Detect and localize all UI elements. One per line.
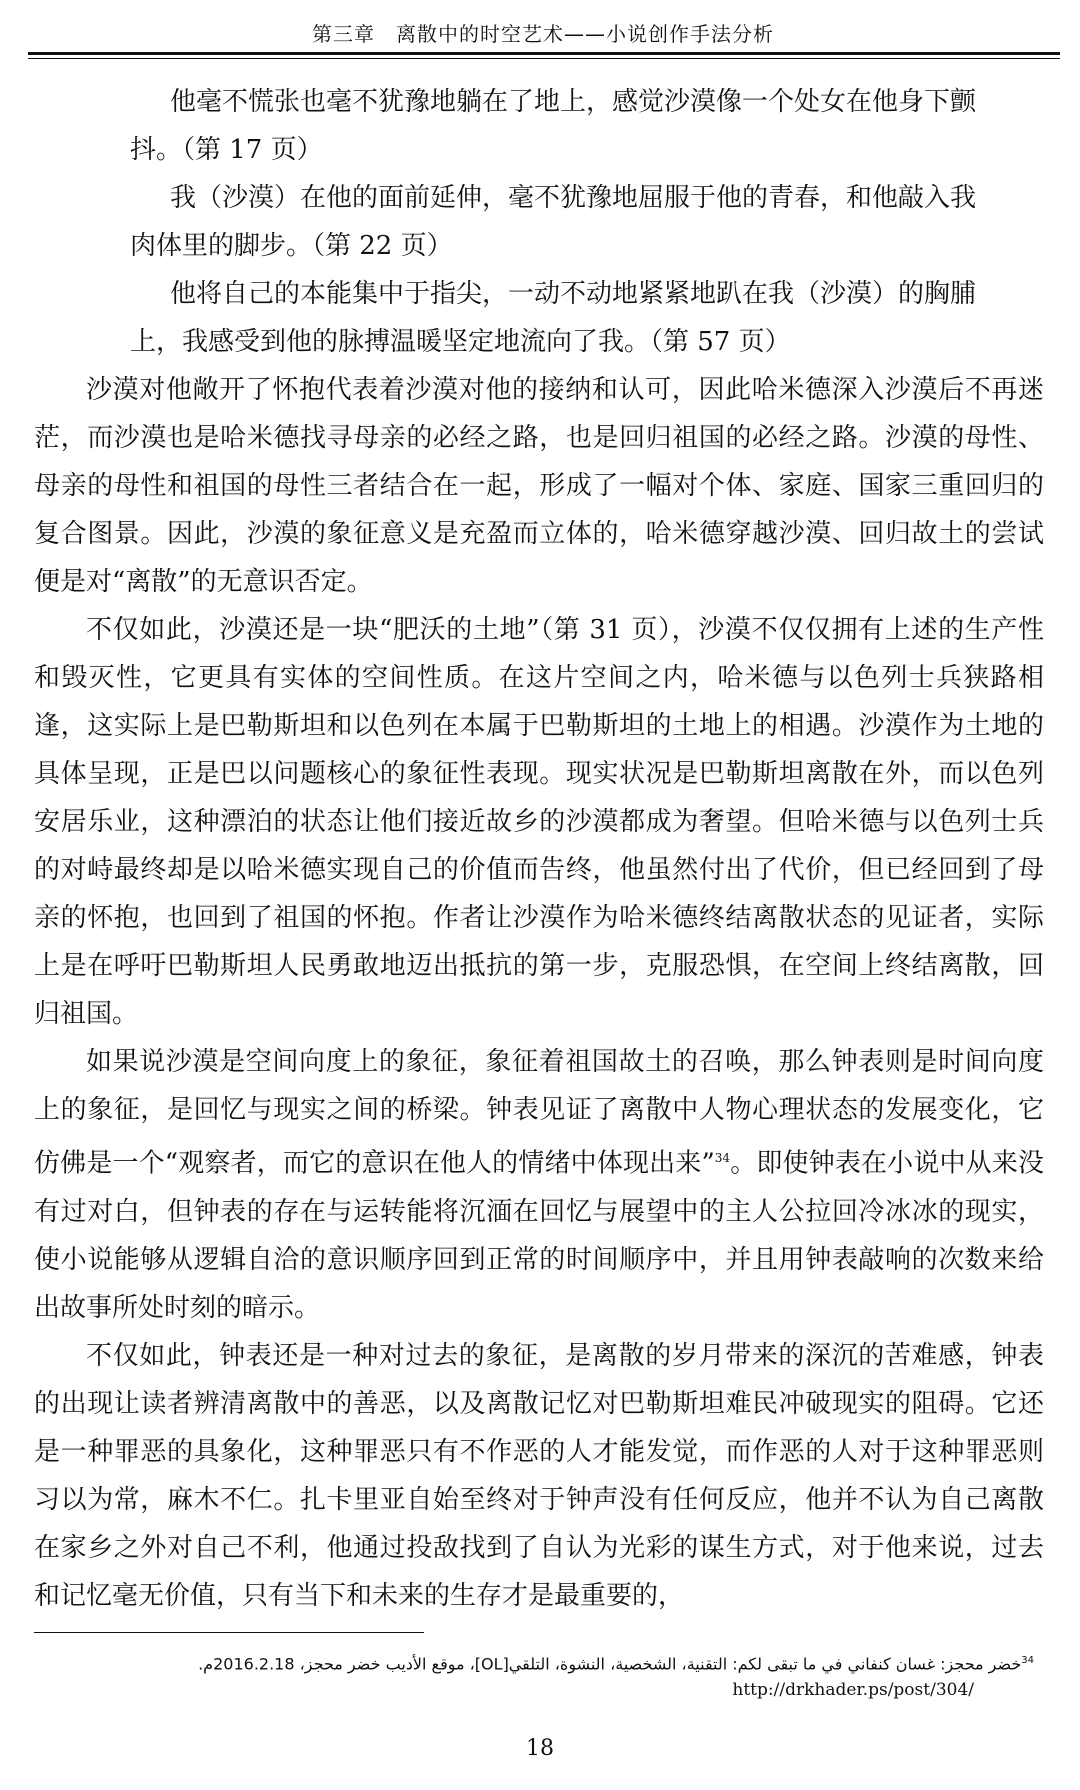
footnote-number: 34: [1021, 1655, 1034, 1666]
paragraph: 不仅如此，钟表还是一种对过去的象征，是离散的岁月带来的深沉的苦难感，钟表的出现让读者辨清离散中的善恶，以及离散记忆对巴勒斯坦难民冲破现实的阻碍。它还是一种罪恶的具象化，这种罪恶只有不作恶的人才能发觉，而作恶的人对于这种罪恶则习以为常，麻木不仁。扎卡里亚自始至终对于钟声没有任何反应，他并不认为自己离散在家乡之外对自己不利，他通过投敌找到了自认为光彩的谋生方式，对于他来说，过去和记忆毫无价值，只有当下和未来的生存才是最重要的，: [34, 1340, 1044, 1611]
block-quotes: [130, 78, 990, 366]
header-rule: [28, 52, 1060, 55]
header-rule-thin: [28, 58, 1060, 59]
footnote: [34, 1648, 1034, 1703]
footnote-rule: [34, 1632, 424, 1633]
block-quote: 他毫不慌张也毫不犹豫地躺在了地上，感觉沙漠像一个处女在他身下颤抖。（第 17 页）: [130, 87, 977, 165]
running-header: 第三章 离散中的时空艺术——小说创作手法分析: [312, 22, 774, 46]
paragraph-text: 如果说沙漠是空间向度上的象征，象征着祖国故土的召唤，那么钟表则是时间向度上的象征，是回忆与现实之间的桥梁。钟表见证了离散中人物心理状态的发展变化，它仿佛是一个“观察者，而它的意识在他人的情绪中体现出来”: [34, 1047, 1044, 1179]
footnote-ref[interactable]: 34: [714, 1151, 731, 1165]
paragraph: [34, 1038, 1044, 1332]
paragraph-text: 。即使钟表在小说中从来没有过对白，但钟表的存在与运转能将沉湎在回忆与展望中的主人公拉回冷冰冰的现实，使小说能够从逻辑自洽的意识顺序回到正常的时间顺序中，并且用钟表敲响的次数来给出故事所处时刻的暗示。: [34, 1148, 1044, 1323]
paragraph: 沙漠对他敞开了怀抱代表着沙漠对他的接纳和认可，因此哈米德深入沙漠后不再迷茫，而沙漠也是哈米德找寻母亲的必经之路，也是回归祖国的必经之路。沙漠的母性、母亲的母性和祖国的母性三者结合在一起，形成了一幅对个体、家庭、国家三重回归的复合图景。因此，沙漠的象征意义是充盈而立体的，哈米德穿越沙漠、回归故土的尝试便是对“离散”的无意识否定。: [34, 375, 1044, 597]
body-text: [34, 366, 1044, 1620]
page-number: 18: [526, 1736, 554, 1761]
footnote-arabic-text: خضر محجز: غسان كنفاني في ما تبقى لكم: التقنية، الشخصية، النشوة، التلقي[OL]، موقع الأديب خضر محجز، 2016.2.18م.: [198, 1654, 1022, 1674]
paragraph: 不仅如此，沙漠还是一块“肥沃的土地”（第 31 页），沙漠不仅仅拥有上述的生产性和毁灭性，它更具有实体的空间性质。在这片空间之内，哈米德与以色列士兵狭路相逢，这实际上是巴勒斯坦和以色列在本属于巴勒斯坦的土地上的相遇。沙漠作为土地的具体呈现，正是巴以问题核心的象征性表现。现实状况是巴勒斯坦离散在外，而以色列安居乐业，这种漂泊的状态让他们接近故乡的沙漠都成为奢望。但哈米德与以色列士兵的对峙最终却是以哈米德实现自己的价值而告终，他虽然付出了代价，但已经回到了母亲的怀抱，也回到了祖国的怀抱。作者让沙漠作为哈米德终结离散状态的见证者，实际上是在呼吁巴勒斯坦人民勇敢地迈出抵抗的第一步，克服恐惧，在空间上终结离散，回归祖国。: [34, 615, 1044, 1029]
block-quote: 我（沙漠）在他的面前延伸，毫不犹豫地屈服于他的青春，和他敲入我肉体里的脚步。（第 22 页）: [130, 183, 977, 261]
footnote-url[interactable]: http://drkhader.ps/post/304/: [732, 1680, 974, 1701]
block-quote: 他将自己的本能集中于指尖，一动不动地紧紧地趴在我（沙漠）的胸脯上，我感受到他的脉搏温暖坚定地流向了我。（第 57 页）: [130, 279, 977, 357]
footnote-citation: [34, 1648, 1034, 1677]
